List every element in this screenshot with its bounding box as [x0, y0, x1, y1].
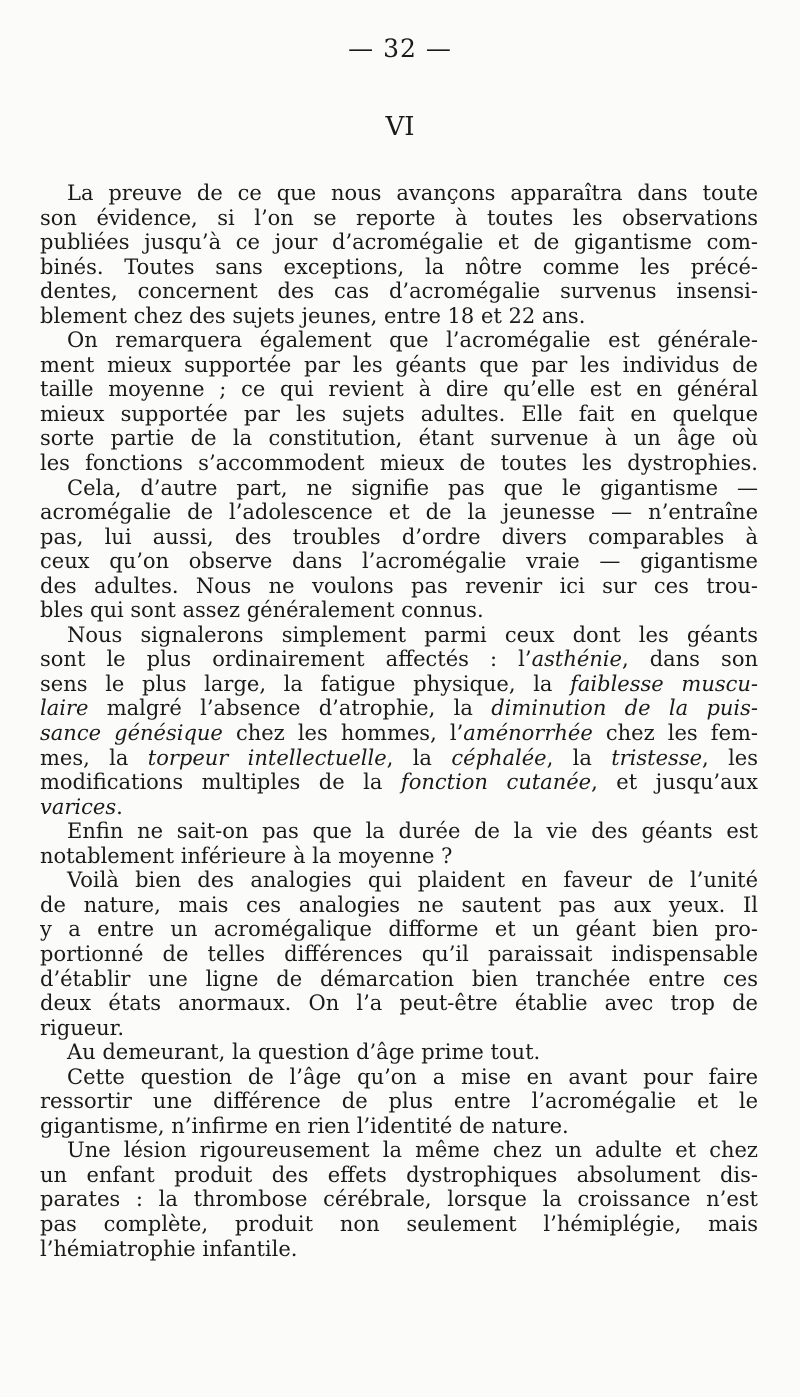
text-line [40, 451, 758, 476]
text-run: sens le plus large, la fatigue physique, la [40, 671, 571, 696]
text-line [40, 942, 758, 967]
italic-term: laire [40, 696, 89, 721]
text-line [40, 1016, 758, 1041]
text-run: chez les hommes, l’ [222, 721, 464, 746]
text-run: l’hémiatrophie infantile. [40, 1236, 298, 1261]
italic-term: varices [40, 794, 117, 819]
text-line [40, 328, 758, 353]
text-run: un enfant produit des effets dystrophiques absolument dis- [40, 1162, 758, 1187]
text-line [40, 549, 758, 574]
text-run: sont le plus ordinairement affectés : l’ [40, 647, 532, 672]
text-line [40, 476, 758, 501]
text-line [40, 893, 758, 918]
text-run: son évidence, si l’on se reporte à toutes les observations [40, 205, 758, 230]
text-run: parates : la thrombose cérébrale, lorsque la croissance n’est [40, 1187, 758, 1212]
text-run: portionné de telles différences qu’il paraissait indispensable [40, 941, 758, 966]
text-line [40, 181, 758, 206]
text-line [40, 255, 758, 280]
italic-term: sance génésique [40, 721, 223, 746]
text-line [40, 770, 758, 795]
text-line [40, 623, 758, 648]
text-run: . [116, 794, 123, 819]
text-run: , la [546, 745, 612, 770]
text-line [40, 844, 758, 869]
text-line [40, 1040, 758, 1065]
text-run: Enfin ne sait-on pas que la durée de la vie des géants est [67, 819, 758, 844]
text-run: ressortir une différence de plus entre l’acromégalie et le [40, 1089, 758, 1114]
page-number: — 32 — [348, 34, 452, 63]
body-text [40, 181, 758, 1261]
text-run: mes, la [40, 745, 148, 770]
text-line [40, 500, 758, 525]
text-run: binés. Toutes sans exceptions, la nôtre comme les précé- [40, 254, 758, 279]
text-line [40, 1212, 758, 1237]
text-line [40, 721, 758, 746]
italic-term: fonction cutanée [400, 770, 592, 795]
text-run: modifications multiples de la [40, 770, 401, 795]
text-line [40, 304, 758, 329]
italic-term: torpeur intellectuelle [147, 745, 387, 770]
text-line [40, 795, 758, 820]
text-line [40, 574, 758, 599]
text-line [40, 402, 758, 427]
text-run: ment mieux supportée par les géants que par les individus de [40, 352, 758, 377]
text-line [40, 230, 758, 255]
text-run: d’établir une ligne de démarcation bien tranchée entre ces [40, 966, 758, 991]
italic-term: diminution de la puis- [491, 696, 758, 721]
text-line [40, 1065, 758, 1090]
text-line [40, 868, 758, 893]
text-run: des adultes. Nous ne voulons pas revenir ici sur ces trou- [40, 573, 758, 598]
italic-term: céphalée [451, 745, 547, 770]
text-run: malgré l’absence d’atrophie, la [88, 696, 492, 721]
text-run: publiées jusqu’à ce jour d’acromégalie et de gigantisme com- [40, 230, 758, 255]
text-run: La preuve de ce que nous avançons apparaîtra dans toute [67, 181, 758, 205]
text-run: , les [702, 745, 758, 770]
text-line [40, 1114, 758, 1139]
text-run: rigueur. [40, 1015, 125, 1040]
text-line [40, 991, 758, 1016]
text-run: , et jusqu’aux [591, 770, 758, 795]
text-run: Une lésion rigoureusement la même chez un adulte et chez [67, 1138, 758, 1163]
text-line [40, 525, 758, 550]
text-run: pas, lui aussi, des troubles d’ordre divers comparables à [40, 524, 758, 549]
text-run: notablement inférieure à la moyenne ? [40, 843, 453, 868]
text-line [40, 1089, 758, 1114]
text-run: blement chez des sujets jeunes, entre 18 et 22 ans. [40, 303, 586, 328]
chapter-heading: VI [385, 112, 415, 142]
text-run: pas complète, produit non seulement l’hémiplégie, mais [40, 1211, 758, 1236]
text-line [40, 353, 758, 378]
text-line [40, 426, 758, 451]
text-line [40, 967, 758, 992]
text-run: taille moyenne ; ce qui revient à dire qu’elle est en général [40, 377, 758, 402]
text-run: acromégalie de l’adolescence et de la jeunesse — n’entraîne [40, 500, 758, 525]
text-line [40, 1237, 758, 1262]
text-line [40, 746, 758, 771]
text-line [40, 819, 758, 844]
text-line [40, 1187, 758, 1212]
text-run: Au demeurant, la question d’âge prime tout. [67, 1040, 541, 1065]
text-line [40, 917, 758, 942]
text-run: Voilà bien des analogies qui plaident en faveur de l’unité [67, 868, 758, 893]
text-line [40, 647, 758, 672]
italic-term: asthénie [531, 647, 622, 672]
text-run: , la [386, 745, 452, 770]
text-line [40, 1163, 758, 1188]
text-run: On remarquera également que l’acromégalie est générale- [67, 328, 758, 353]
text-run: Nous signalerons simplement parmi ceux dont les géants [67, 622, 758, 647]
text-run: chez les fem- [592, 721, 758, 746]
text-run: deux états anormaux. On l’a peut-être établie avec trop de [40, 991, 758, 1016]
text-run: ceux qu’on observe dans l’acromégalie vraie — gigantisme [40, 549, 758, 574]
italic-term: tristesse [611, 745, 703, 770]
text-run: gigantisme, n’infirme en rien l’identité de nature. [40, 1113, 569, 1138]
italic-term: aménorrhée [463, 721, 593, 746]
text-run: Cela, d’autre part, ne signifie pas que le gigantisme — [67, 475, 758, 500]
text-run: , dans son [621, 647, 758, 672]
text-run: y a entre un acromégalique difforme et un géant bien pro- [40, 917, 758, 942]
text-run: Cette question de l’âge qu’on a mise en avant pour faire [67, 1064, 758, 1089]
text-run: sorte partie de la constitution, étant survenue à un âge où [40, 426, 758, 451]
text-run: bles qui sont assez généralement connus. [40, 598, 484, 623]
text-line [40, 598, 758, 623]
text-line [40, 672, 758, 697]
text-line [40, 1138, 758, 1163]
text-line [40, 377, 758, 402]
text-run: mieux supportée par les sujets adultes. Elle fait en quelque [40, 401, 758, 426]
text-run: de nature, mais ces analogies ne sautent pas aux yeux. Il [40, 892, 758, 917]
text-line [40, 206, 758, 231]
text-line [40, 279, 758, 304]
italic-term: faiblesse muscu- [570, 671, 758, 696]
text-run: les fonctions s’accommodent mieux de toutes les dystrophies. [40, 451, 758, 476]
text-line [40, 696, 758, 721]
text-run: dentes, concernent des cas d’acromégalie survenus insensi- [40, 279, 758, 304]
